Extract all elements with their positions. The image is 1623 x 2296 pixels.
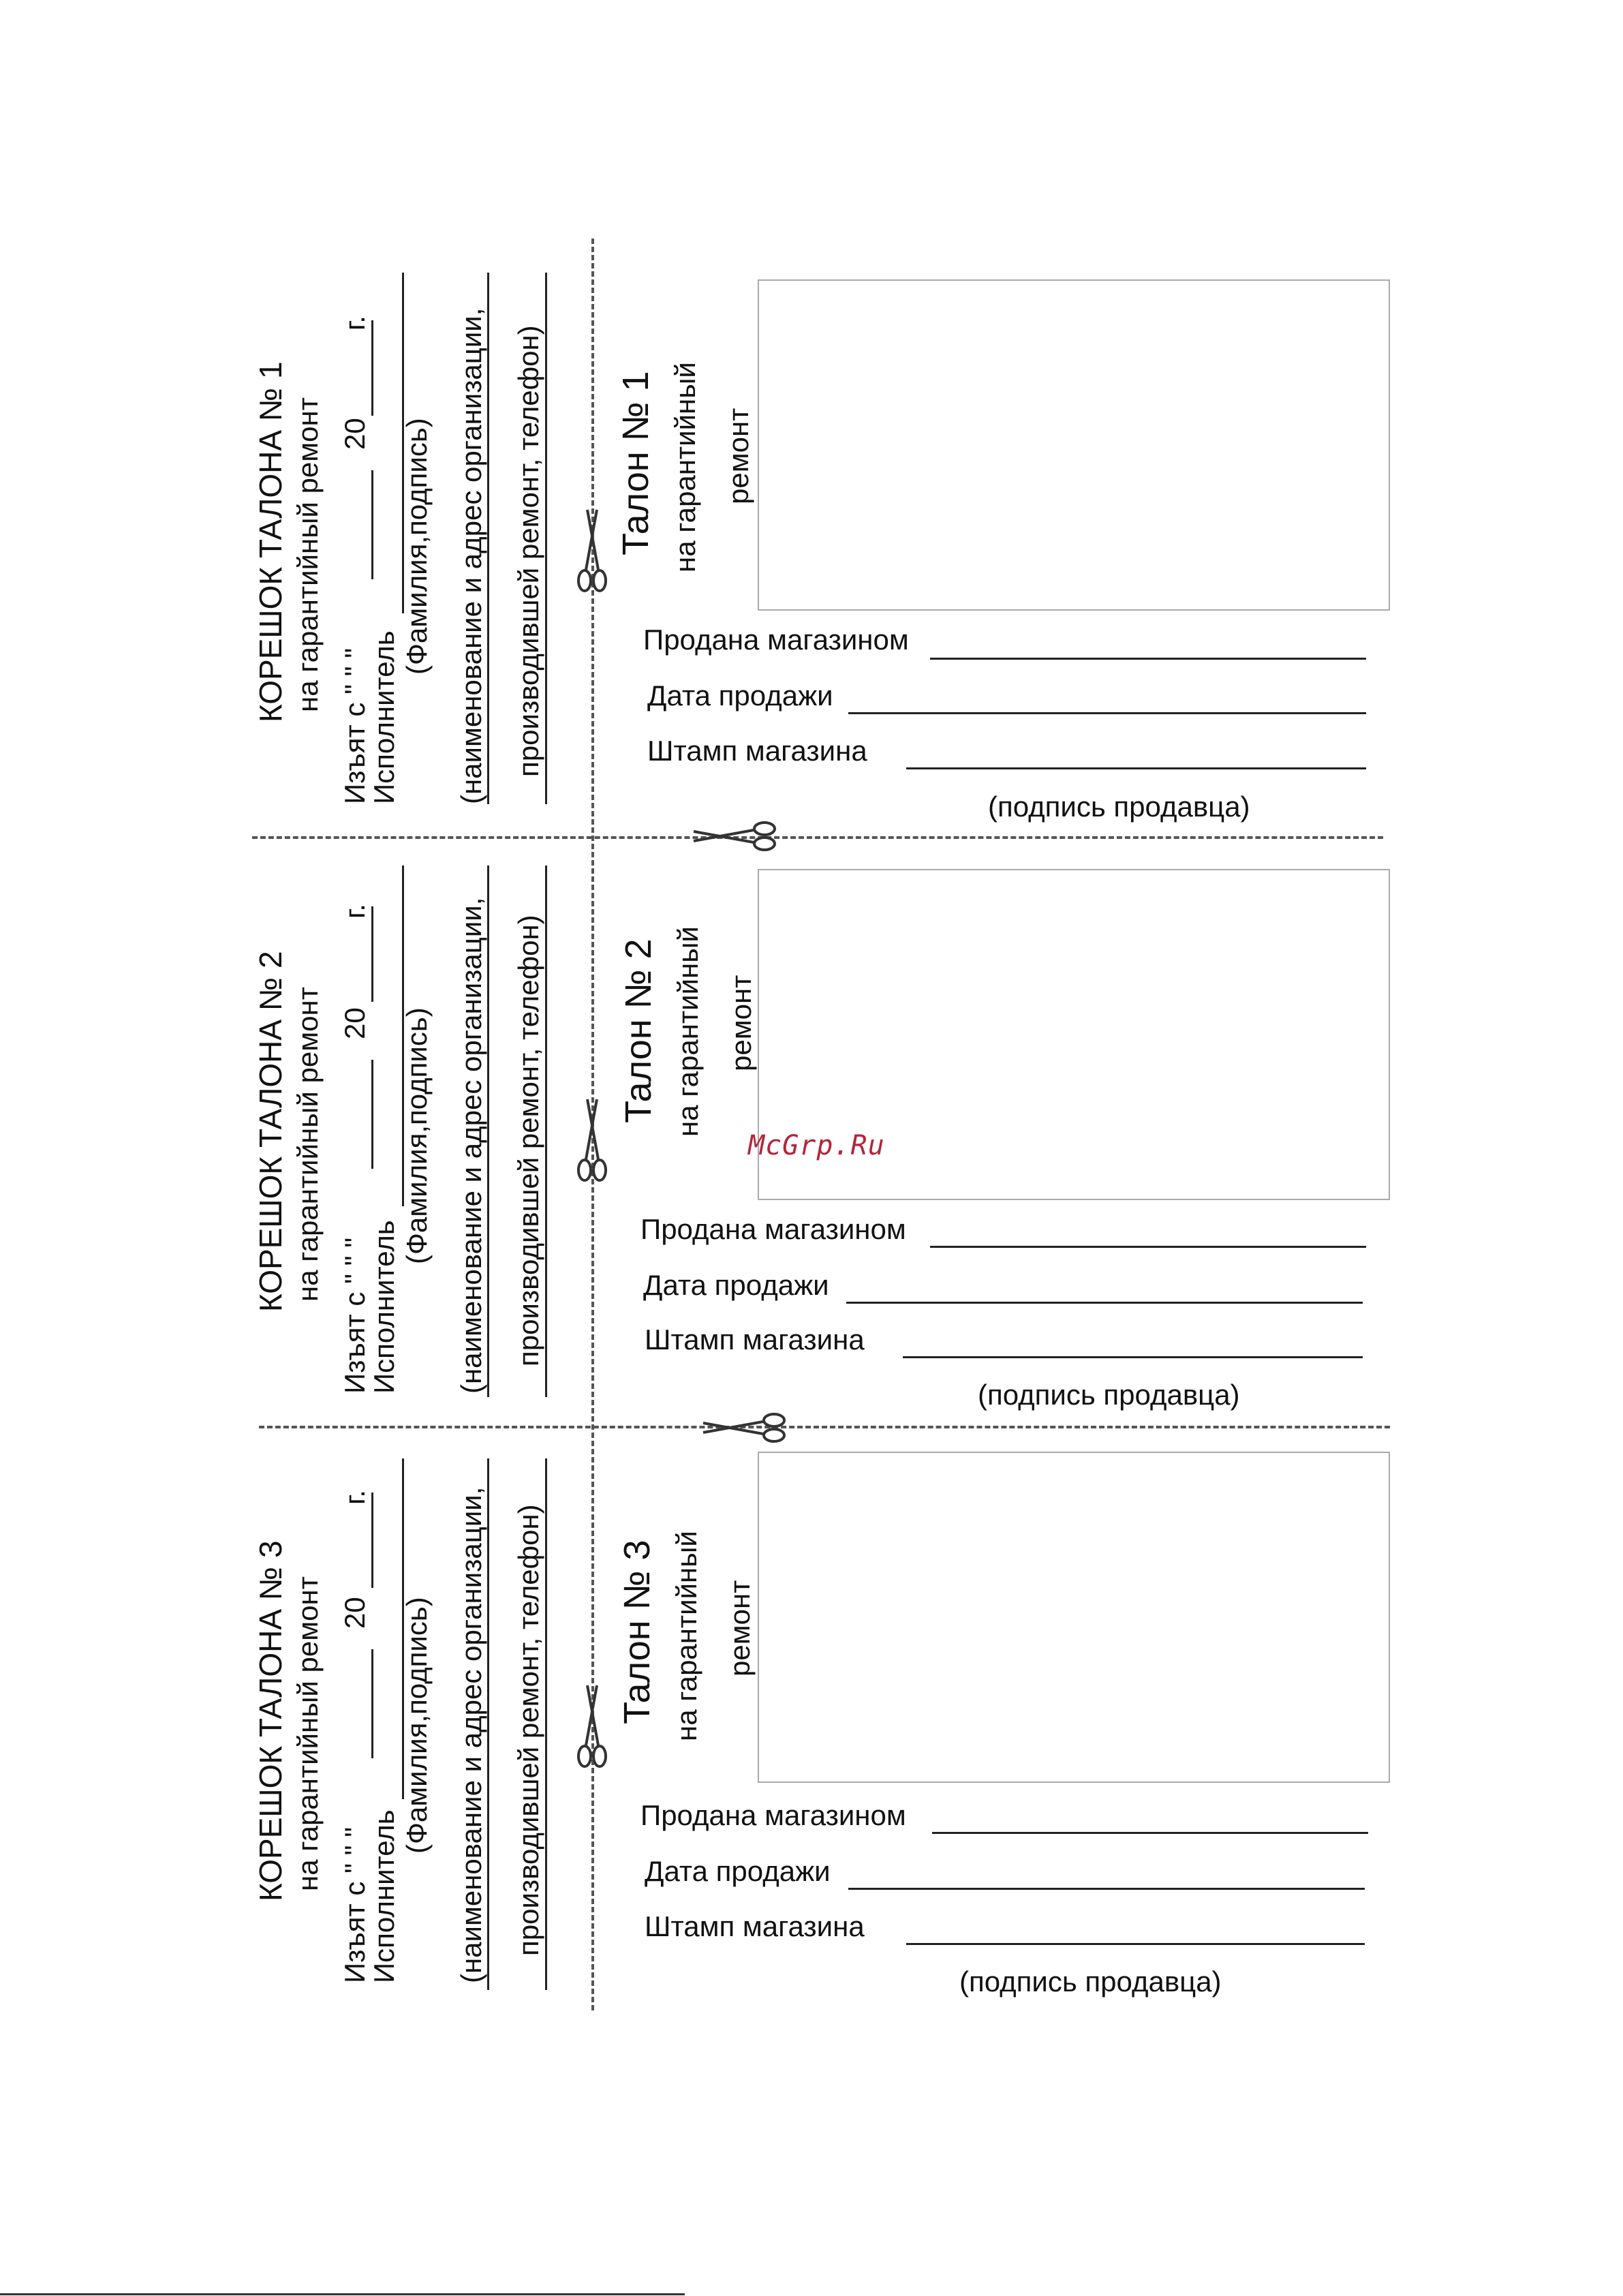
scissors-icon — [576, 1680, 608, 1770]
sale-date-line — [848, 712, 1366, 714]
stub-org-hint-2: производившей ремонт, телефон) — [512, 915, 544, 1366]
stub-org-line-2 — [545, 1458, 547, 1990]
stamp-line — [906, 1943, 1365, 1945]
stub-performer-hint: (Фамилия,подпись) — [401, 418, 433, 675]
sale-date-line — [848, 1888, 1365, 1890]
stub-org-hint-2: производившей ремонт, телефон) — [512, 1504, 544, 1956]
sold-by-label: Продана магазином — [640, 1213, 906, 1245]
stub-year-underline — [371, 320, 373, 416]
stub-performer: Исполнитель — [368, 1220, 400, 1394]
scissors-icon — [698, 1412, 788, 1443]
stub-title: КОРЕШОК ТАЛОНА № 1 — [253, 361, 288, 722]
stub-title: КОРЕШОК ТАЛОНА № 3 — [253, 1540, 288, 1901]
stub-subtitle: на гарантийный ремонт — [292, 397, 324, 712]
seller-sign-hint: (подпись продавца) — [959, 1965, 1222, 1997]
stub-date-underline — [371, 470, 373, 579]
sale-date-label: Дата продажи — [643, 1269, 829, 1301]
sold-by-line — [930, 1246, 1366, 1248]
scissors-icon — [576, 1094, 608, 1184]
stub-org-hint-1: (наименование и адрес организации, — [455, 1486, 487, 1983]
sold-by-line — [930, 658, 1366, 660]
sold-by-label: Продана магазином — [640, 1799, 906, 1831]
stub-org-hint-1: (наименование и адрес организации, — [455, 307, 487, 804]
stamp-box — [758, 1452, 1390, 1783]
stamp-box — [758, 279, 1390, 611]
sale-date-label: Дата продажи — [645, 1855, 831, 1887]
cut-line-horizontal-2 — [259, 1426, 1390, 1428]
stub-date-underline — [371, 1649, 373, 1758]
sold-by-label: Продана магазином — [643, 624, 909, 656]
stub-removed-line: Изъят с " " " — [339, 1237, 371, 1394]
stub-performer-hint: (Фамилия,подпись) — [401, 1597, 433, 1854]
stub-org-line-2 — [545, 273, 547, 804]
stub-performer: Исполнитель — [368, 630, 400, 804]
scissors-icon — [688, 821, 778, 852]
cut-line-horizontal-1 — [252, 836, 1383, 839]
stub-org-line-2 — [545, 866, 547, 1397]
coupon-title: Талон № 1 — [615, 371, 656, 555]
stub-removed-line: Изъят с " " " — [339, 1826, 371, 1983]
stamp-line — [906, 767, 1366, 769]
sold-by-line — [932, 1832, 1368, 1834]
coupon-subtitle-2: ремонт — [722, 408, 754, 504]
stub-year-suffix: г. — [339, 316, 371, 331]
coupon-title: Талон № 2 — [618, 938, 659, 1123]
stub-date-underline — [371, 1060, 373, 1169]
stub-subtitle: на гарантийный ремонт — [292, 1576, 324, 1891]
coupon-title: Талон № 3 — [617, 1540, 658, 1724]
page-bottom-rule — [0, 2293, 685, 2295]
stub-removed-line: Изъят с " " " — [339, 647, 371, 804]
stub-year-suffix: г. — [339, 1490, 371, 1505]
stub-year-prefix: 20 — [339, 1597, 371, 1629]
coupon-subtitle-2: ремонт — [725, 975, 757, 1071]
stamp-label: Штамп магазина — [647, 735, 867, 767]
stub-year-underline — [371, 1493, 373, 1588]
watermark: McGrp.Ru — [748, 1130, 885, 1161]
stub-performer: Исполнитель — [368, 1809, 400, 1983]
stub-performer-hint: (Фамилия,подпись) — [401, 1007, 433, 1264]
stub-subtitle: на гарантийный ремонт — [292, 987, 324, 1302]
stub-year-suffix: г. — [339, 904, 371, 919]
stub-org-hint-2: производившей ремонт, телефон) — [512, 325, 544, 777]
sale-date-line — [846, 1302, 1363, 1304]
stamp-line — [903, 1356, 1363, 1358]
sale-date-label: Дата продажи — [647, 679, 833, 711]
coupon-subtitle-1: на гарантийный — [672, 926, 704, 1137]
stub-year-prefix: 20 — [339, 418, 371, 450]
coupon-subtitle-2: ремонт — [724, 1580, 756, 1677]
stub-org-hint-1: (наименование и адрес организации, — [455, 897, 487, 1394]
coupon-subtitle-1: на гарантийный — [669, 362, 701, 572]
stamp-label: Штамп магазина — [645, 1910, 865, 1942]
stub-title: КОРЕШОК ТАЛОНА № 2 — [253, 951, 288, 1312]
stamp-label: Штамп магазина — [645, 1323, 865, 1356]
seller-sign-hint: (подпись продавца) — [978, 1379, 1240, 1411]
coupon-subtitle-1: на гарантийный — [670, 1531, 702, 1741]
stub-year-underline — [371, 906, 373, 1002]
seller-sign-hint: (подпись продавца) — [988, 791, 1250, 823]
stub-year-prefix: 20 — [339, 1007, 371, 1039]
scissors-icon — [576, 504, 608, 594]
